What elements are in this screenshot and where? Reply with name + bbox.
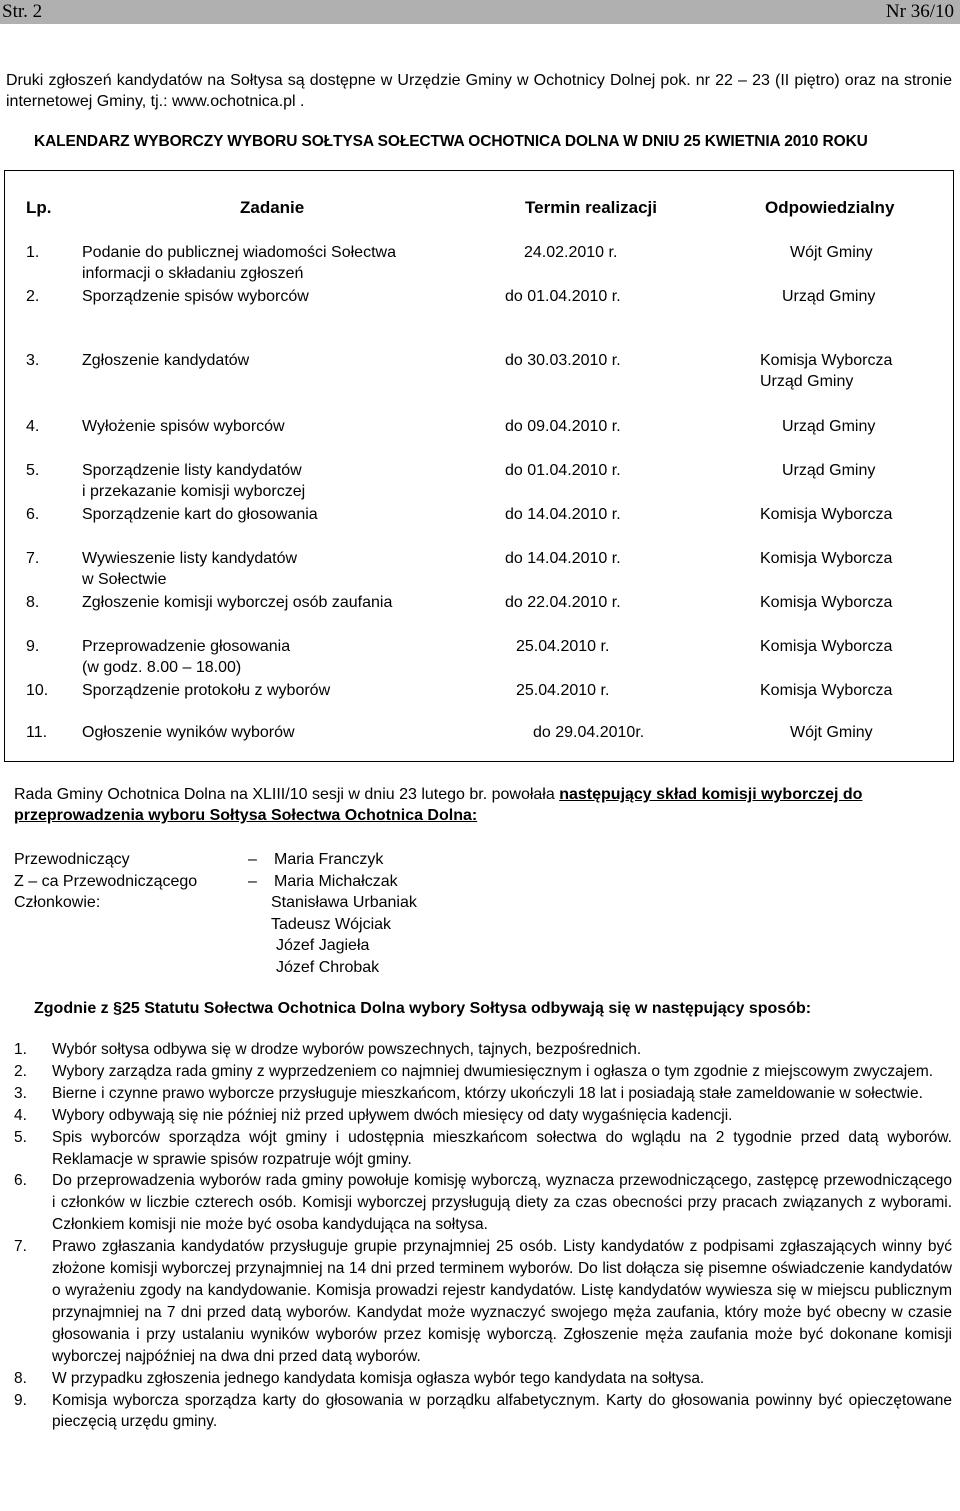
row-task: Ogłoszenie wyników wyborów [82, 724, 295, 741]
intro-paragraph: Druki zgłoszeń kandydatów na Sołtysa są dostępne w Urzędzie Gminy w Ochotnicy Dolnej pok. nr 22 – 23 (II piętro) oraz na stronie internetowej Gminy, tj.: www.ochotnica.pl . [6, 72, 952, 110]
row-date: do 14.04.2010 r. [505, 506, 621, 523]
chair-dash: – [248, 851, 257, 868]
rule-text: W przypadku zgłoszenia jednego kandydata komisja ogłasza wybór tego kandydata na sołtysa. [52, 1369, 705, 1387]
rule-number: 3. [14, 1084, 27, 1102]
rule-number: 5. [14, 1128, 27, 1146]
rule-number: 7. [14, 1238, 27, 1256]
rule-number: 2. [14, 1062, 27, 1080]
row-number: 7. [26, 550, 40, 567]
row-date: 25.04.2010 r. [516, 682, 610, 699]
row-task: Sporządzenie spisów wyborców [82, 288, 309, 305]
row-task-cont: w Sołectwie [82, 571, 167, 588]
member-name: Tadeusz Wójciak [271, 916, 392, 933]
row-date: 25.04.2010 r. [516, 638, 610, 655]
rule-text: Wybór sołtysa odbywa się w drodze wyborów powszechnych, tajnych, bezpośrednich. [52, 1041, 642, 1058]
row-responsible: Komisja Wyborcza [760, 682, 893, 699]
member-name: Stanisława Urbaniak [271, 894, 417, 911]
issue-number: Nr 36/10 [885, 1, 954, 22]
row-number: 2. [26, 288, 40, 305]
rule-item [14, 1039, 952, 1061]
rule-number: 9. [14, 1391, 27, 1409]
rule-item [14, 1368, 952, 1390]
row-task: Wyłożenie spisów wyborców [82, 418, 285, 435]
row-task: Sporządzenie listy kandydatów [82, 462, 302, 479]
row-date: do 22.04.2010 r. [505, 594, 621, 611]
row-date: do 01.04.2010 r. [505, 462, 621, 479]
rule-number: 8. [14, 1369, 27, 1387]
resolution-paragraph [14, 784, 952, 826]
row-task: Sporządzenie kart do głosowania [82, 506, 318, 523]
row-responsible: Komisja Wyborcza [760, 352, 893, 369]
resolution-underlined: następujący skład komisji wyborczej do przeprowadzenia wyboru Sołtysa Sołectwa Ochotnica Dolna: [14, 786, 863, 824]
resolution-text: Rada Gminy Ochotnica Dolna na XLIII/10 sesji w dniu 23 lutego br. powołała [14, 786, 555, 803]
rule-text: Wybory odbywają się nie później niż przed upływem dwóch miesięcy od daty wygaśnięcia kadencji. [52, 1106, 733, 1124]
row-date: 24.02.2010 r. [524, 244, 618, 261]
vice-chair-label: Z – ca Przewodniczącego [14, 873, 198, 890]
row-responsible: Komisja Wyborcza [760, 638, 893, 655]
row-number: 3. [26, 352, 40, 369]
row-responsible-cont: Urząd Gminy [760, 373, 854, 390]
vice-chair-name: Maria Michałczak [274, 873, 398, 890]
chair-name: Maria Franczyk [274, 851, 384, 868]
row-number: 11. [26, 724, 48, 741]
rule-text: Bierne i czynne prawo wyborcze przysługuje mieszkańcom, którzy ukończyli 18 lat i posiadają stałe zameldowanie w sołectwie. [52, 1084, 923, 1102]
row-date: do 29.04.2010r. [533, 724, 645, 741]
election-rules-list [14, 1039, 952, 1433]
rule-item [14, 1170, 952, 1236]
rule-number: 1. [14, 1041, 27, 1058]
row-responsible: Wójt Gminy [790, 724, 873, 741]
row-responsible: Urząd Gminy [782, 418, 876, 435]
row-date: do 30.03.2010 r. [505, 352, 621, 369]
row-number: 10. [26, 682, 49, 699]
row-responsible: Komisja Wyborcza [760, 550, 893, 567]
rule-item [14, 1105, 952, 1127]
row-responsible: Komisja Wyborcza [760, 594, 893, 611]
row-number: 5. [26, 462, 40, 479]
row-responsible: Wójt Gminy [790, 244, 873, 261]
row-task-cont: i przekazanie komisji wyborczej [82, 483, 306, 500]
calendar-title: KALENDARZ WYBORCZY WYBORU SOŁTYSA SOŁECTWA OCHOTNICA DOLNA W DNIU 25 KWIETNIA 2010 ROKU [34, 133, 868, 150]
rule-item [14, 1061, 952, 1083]
row-date: do 09.04.2010 r. [505, 418, 621, 435]
row-task-cont: informacji o składaniu zgłoszeń [82, 265, 304, 282]
rule-text: Spis wyborców sporządza wójt gminy i udostępnia mieszkańcom sołectwa do wglądu na 2 tygodnie przed datą wyborów. Reklamacje w sprawie spisów rozpatruje wójt gminy. [52, 1128, 952, 1168]
row-task: Podanie do publicznej wiadomości Sołectwa [82, 244, 396, 261]
statute-heading: Zgodnie z §25 Statutu Sołectwa Ochotnica Dolna wybory Sołtysa odbywają się w następujący sposób: [34, 1000, 812, 1017]
rule-number: 4. [14, 1106, 27, 1124]
row-task: Zgłoszenie komisji wyborczej osób zaufania [82, 594, 393, 611]
row-task: Wywieszenie listy kandydatów [82, 550, 298, 567]
row-task-cont: (w godz. 8.00 – 18.00) [82, 659, 242, 676]
member-name: Józef Jagieła [276, 937, 370, 954]
vice-chair-dash: – [248, 873, 257, 890]
row-date: do 01.04.2010 r. [505, 288, 621, 305]
row-task: Przeprowadzenie głosowania [82, 638, 291, 655]
rule-item [14, 1390, 952, 1434]
rule-item [14, 1083, 952, 1105]
row-task: Zgłoszenie kandydatów [82, 352, 250, 369]
row-responsible: Urząd Gminy [782, 462, 876, 479]
row-responsible: Urząd Gminy [782, 288, 876, 305]
rule-item [14, 1127, 952, 1171]
row-number: 6. [26, 506, 40, 523]
row-responsible: Komisja Wyborcza [760, 506, 893, 523]
row-number: 4. [26, 418, 40, 435]
rule-text: Wybory zarządza rada gminy z wyprzedzeniem co najmniej dwumiesięcznym i ogłasza o tym zgodnie z miejscowym zwyczajem. [52, 1062, 934, 1080]
rule-number: 6. [14, 1172, 27, 1190]
row-number: 1. [26, 244, 40, 261]
col-header-date: Termin realizacji [525, 198, 657, 217]
rule-text: Komisja wyborcza sporządza karty do głosowania w porządku alfabetycznym. Karty do głosowania powinny być opieczętowane pieczęcią urzędu gminy. [52, 1391, 952, 1431]
chair-label: Przewodniczący [14, 851, 130, 868]
rule-item [14, 1236, 952, 1367]
row-date: do 14.04.2010 r. [505, 550, 621, 567]
col-header-lp: Lp. [26, 198, 52, 217]
col-header-resp: Odpowiedzialny [765, 198, 895, 217]
row-number: 8. [26, 594, 40, 611]
col-header-task: Zadanie [240, 198, 305, 217]
page-header [0, 0, 960, 24]
members-label: Członkowie: [14, 894, 101, 911]
member-name: Józef Chrobak [276, 959, 380, 976]
row-task: Sporządzenie protokołu z wyborów [82, 682, 331, 699]
rule-text: Do przeprowadzenia wyborów rada gminy powołuje komisję wyborczą, wyznacza przewodniczącego, zastępcę przewodniczącego i członków w liczbie czterech osób. Komisji wyborczej przysługują diety za czas obecności przy pracach związanych z wyborami. Członkiem komisji nie może być osoba kandydująca na sołtysa. [52, 1172, 952, 1234]
row-number: 9. [26, 638, 40, 655]
rule-text: Prawo zgłaszania kandydatów przysługuje grupie przynajmniej 25 osób. Listy kandydatów z podpisami zgłaszających winny być złożone komisji wyborczej przynajmniej na 14 dni przed terminem wyborów. Do list dołącza się pisemne oświadczenie kandydatów o wyrażeniu zgody na kandydowanie. Komisja prowadzi rejestr kandydatów. Listę kandydatów wywiesza się w miejscu publicznym przynajmniej na 7 dni przed datą wyborów. Kandydat może wyznaczyć swojego męża zaufania, który może być obecny w czasie głosowania i przy ustalaniu wyników wyborów przez komisję wyborczą. Zgłoszenie męża zaufania może być dokonane komisji wyborczej najpóźniej na dwa dni przed datą wyborów. [52, 1238, 952, 1365]
page-number: Str. 2 [2, 1, 43, 22]
